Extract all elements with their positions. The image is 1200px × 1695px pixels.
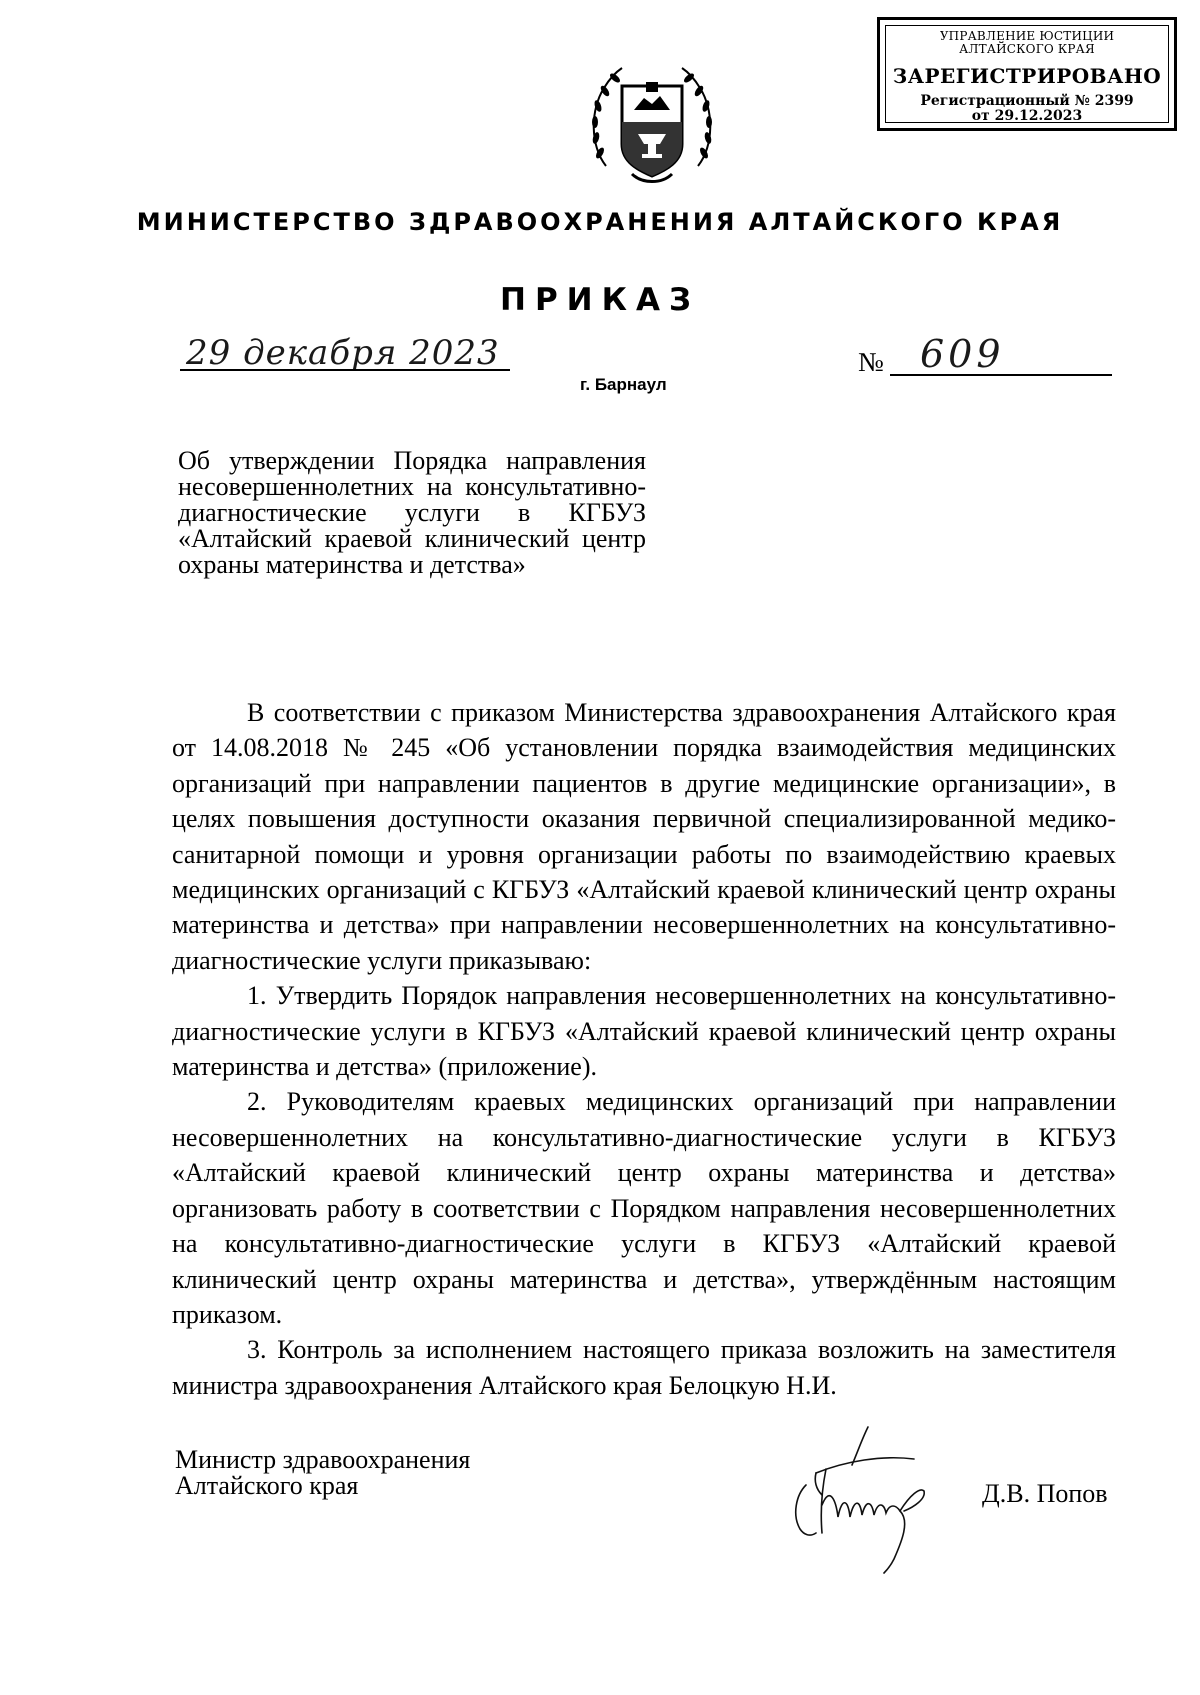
number-label: № [858,347,884,377]
document-type: ПРИКАЗ [500,282,700,318]
handwritten-number: 609 [920,332,1005,376]
item-1-paragraph: 1. Утвердить Порядок направления несовершеннолетних на консультативно-диагностические услуги в КГБУЗ «Алтайский краевой клинический центр охраны материнства и детства» (приложение). [172,981,1116,1082]
preamble-paragraph: В соответствии с приказом Министерства здравоохранения Алтайского края от 14.08.2018 № 245 «Об установлении порядка взаимодействия медицинских организаций при направлении пациентов в другие медицинские организации», в целях повышения доступности оказания первичной специализированной медико-санитарной помощи и уровня организации работы по взаимодействию краевых медицинских организаций с КГБУЗ «Алтайский краевой клинический центр охраны материнства и детства» при направлении несовершеннолетних на консультативно-диагностические услуги приказываю: [172,698,1116,975]
stamp-inner-frame [885,25,1169,123]
stamp-registered: ЗАРЕГИСТРИРОВАНО [892,64,1162,88]
ministry-name: МИНИСТЕРСТВО ЗДРАВООХРАНЕНИЯ АЛТАЙСКОГО КРАЯ [136,208,1064,236]
stamp-details [886,94,1168,124]
registration-stamp [877,17,1177,131]
signatory-title [175,1447,470,1499]
coat-of-arms-icon [586,58,718,188]
handwritten-date: 29 декабря 2023 [186,333,500,373]
stamp-reg-number: Регистрационный № 2399 [920,93,1134,109]
order-body [172,695,1116,1403]
item-3-paragraph: 3. Контроль за исполнением настоящего приказа возложить на заместителя министра здравоохранения Алтайского края Белоцкую Н.И. [172,1335,1116,1400]
item-2-paragraph: 2. Руководителям краевых медицинских организаций при направлении несовершеннолетних на консультативно-диагностические услуги в КГБУЗ «Алтайский краевой клинический центр охраны материнства и детства» организовать работу в соответствии с Порядком направления несовершеннолетних на консультативно-диагностические услуги в КГБУЗ «Алтайский краевой клинический центр охраны материнства и детства», утверждённым настоящим приказом. [172,1087,1116,1329]
date-underline [180,369,510,371]
order-title: Об утверждении Порядка направления несовершеннолетних на консультативно-диагностические услуги в КГБУЗ «Алтайский краевой клинический центр охраны материнства и детства» [178,446,646,579]
signatory-title-line1: Министр здравоохранения [175,1445,471,1474]
city: г. Барнаул [580,375,667,394]
stamp-line2: АЛТАЙСКОГО КРАЯ [959,42,1095,56]
stamp-authority [886,30,1168,56]
signatory-name: Д.В. Попов [982,1479,1108,1508]
stamp-reg-date: от 29.12.2023 [971,108,1083,124]
handwritten-signature [786,1425,956,1575]
signatory-title-line2: Алтайского края [175,1471,359,1500]
stamp-line1: УПРАВЛЕНИЕ ЮСТИЦИИ [939,29,1115,43]
